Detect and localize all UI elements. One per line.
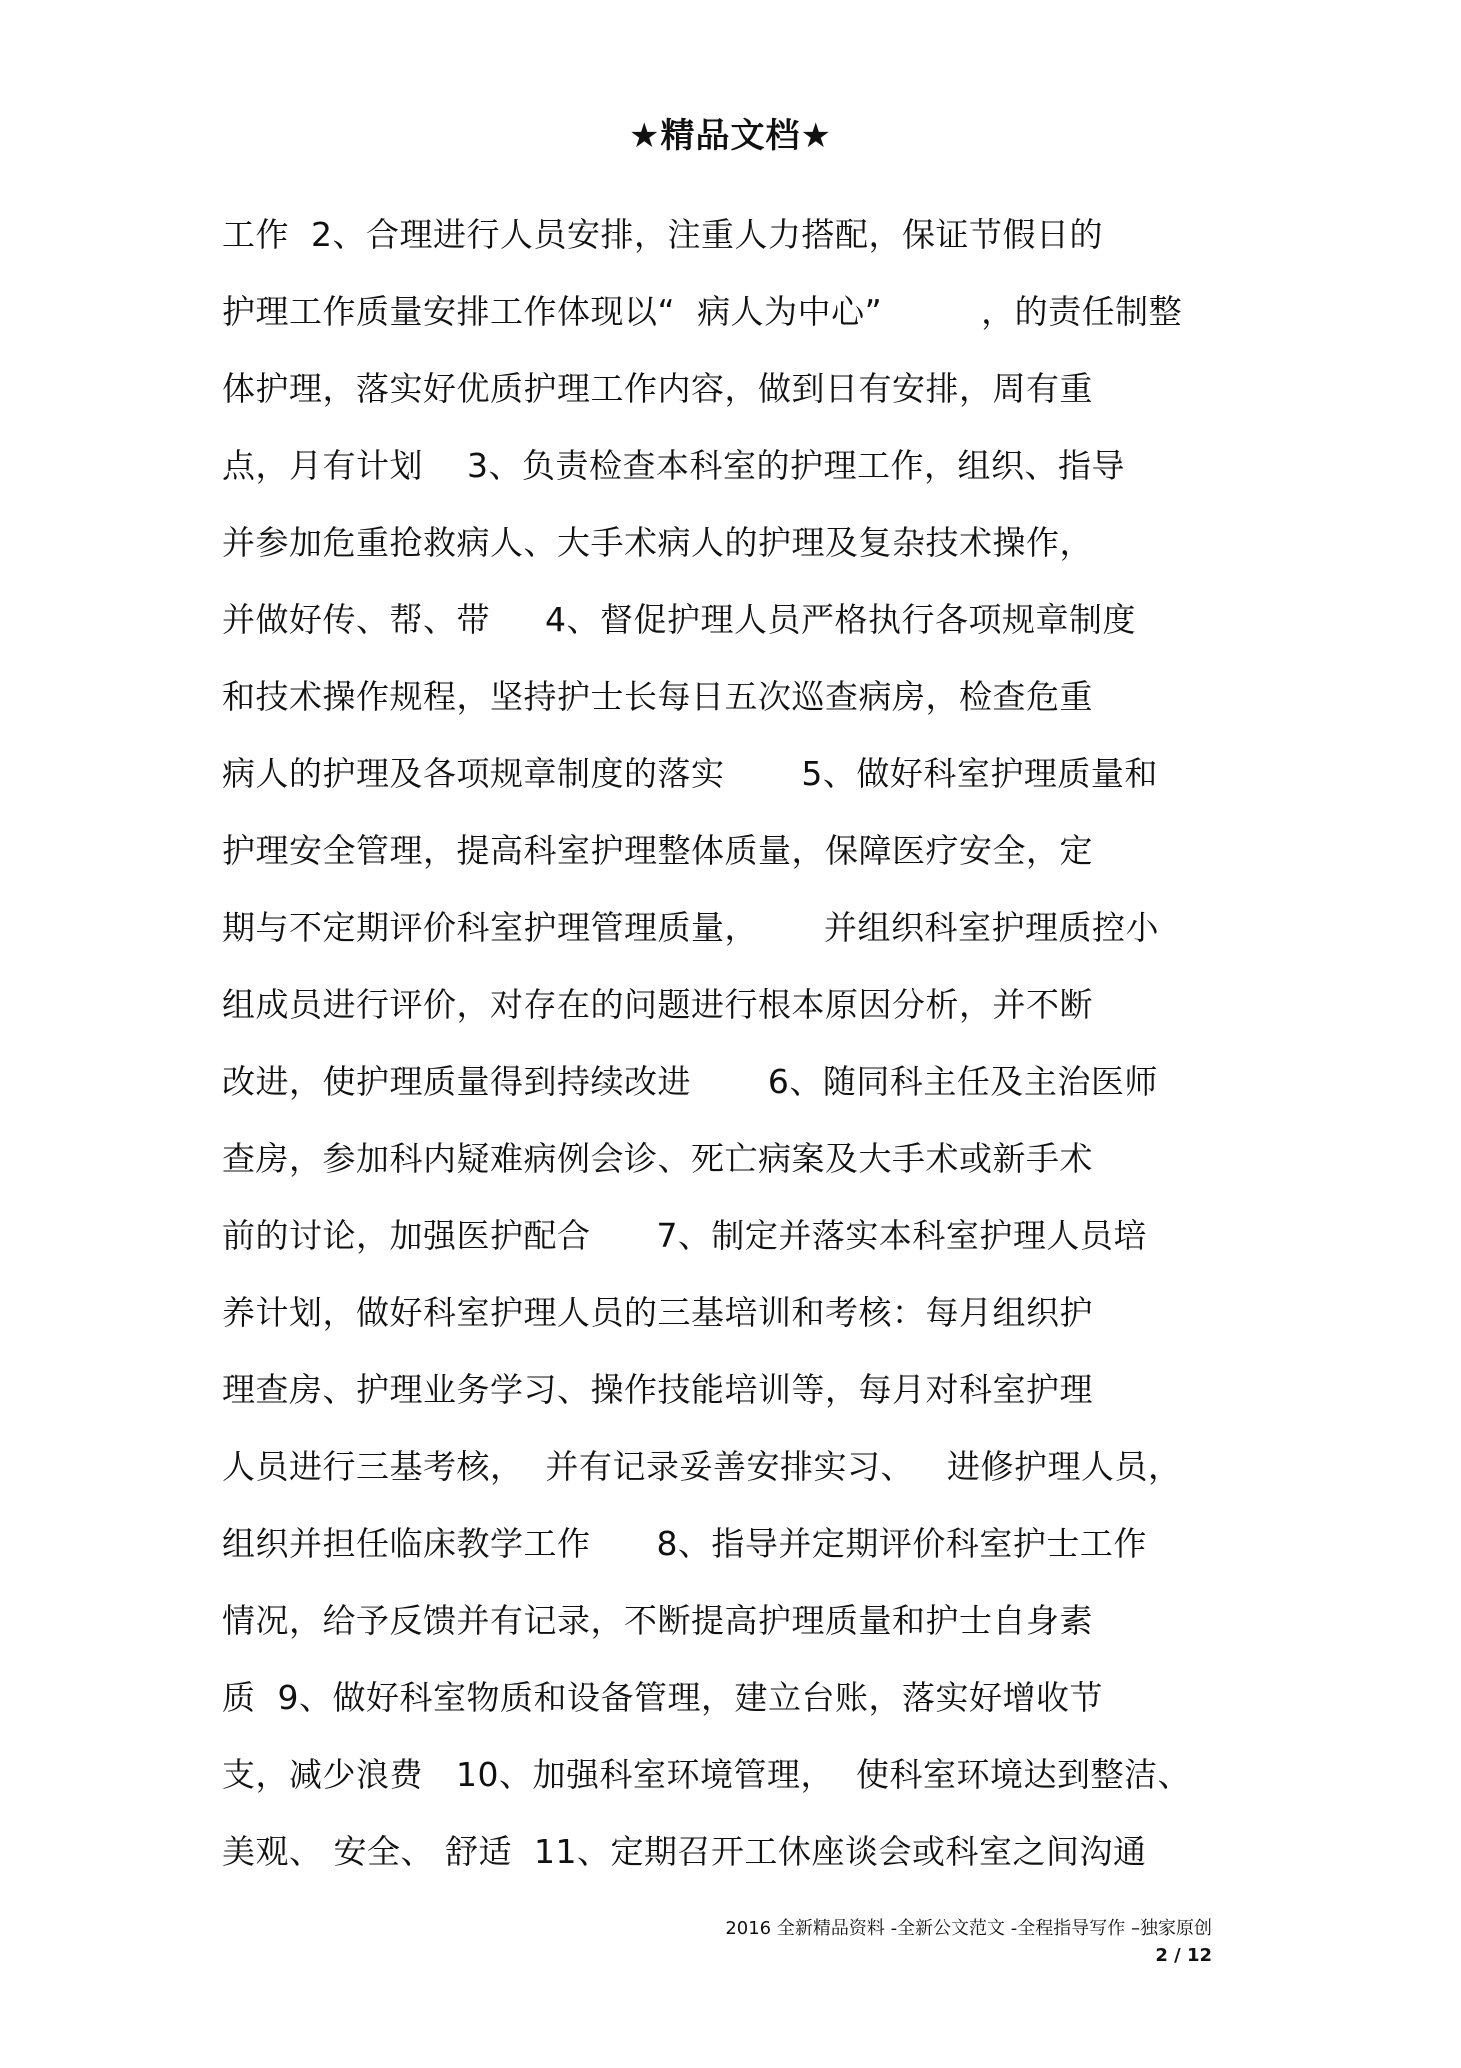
text-line: 人员进行三基考核， 并有记录妥善安排实习、 进修护理人员， bbox=[222, 1447, 1182, 1486]
text-line: 养计划，做好科室护理人员的三基培训和考核：每月组织护 bbox=[222, 1293, 1093, 1332]
text-line: 护理工作质量安排工作体现以“ 病人为中心” ，的责任制整 bbox=[222, 292, 1183, 331]
text-line: 期与不定期评价科室护理管理质量， 并组织科室护理质控小 bbox=[222, 908, 1159, 947]
text-line: 组成员进行评价，对存在的问题进行根本原因分析，并不断 bbox=[222, 985, 1093, 1024]
text-line: 工作 2、合理进行人员安排，注重人力搭配，保证节假日的 bbox=[222, 215, 1103, 254]
text-line: 美观、 安全、 舒适 11、定期召开工休座谈会或科室之间沟通 bbox=[222, 1832, 1147, 1871]
page-footer: 2016 全新精品资料 -全新公文范文 -全程指导写作 –独家原创 bbox=[725, 1918, 1212, 1939]
text-line: 改进，使护理质量得到持续改进 6、随同科主任及主治医师 bbox=[222, 1062, 1158, 1101]
text-line: 情况，给予反馈并有记录，不断提高护理质量和护士自身素 bbox=[222, 1601, 1093, 1640]
document-body bbox=[222, 196, 1252, 1890]
text-line: 并做好传、帮、带 4、督促护理人员严格执行各项规章制度 bbox=[222, 600, 1136, 639]
text-line: 点，月有计划 3、负责检查本科室的护理工作，组织、指导 bbox=[222, 446, 1125, 485]
text-line: 和技术操作规程，坚持护士长每日五次巡查病房，检查危重 bbox=[222, 677, 1093, 716]
text-line: 并参加危重抢救病人、大手术病人的护理及复杂技术操作， bbox=[222, 523, 1093, 562]
text-line: 支，减少浪费 10、加强科室环境管理， 使科室环境达到整洁、 bbox=[222, 1755, 1191, 1794]
text-line: 质 9、做好科室物质和设备管理，建立台账，落实好增收节 bbox=[222, 1678, 1103, 1717]
text-line: 组织并担任临床教学工作 8、指导并定期评价科室护士工作 bbox=[222, 1524, 1147, 1563]
text-line: 前的讨论，加强医护配合 7、制定并落实本科室护理人员培 bbox=[222, 1216, 1147, 1255]
text-line: 查房，参加科内疑难病例会诊、死亡病案及大手术或新手术 bbox=[222, 1139, 1093, 1178]
text-line: 护理安全管理，提高科室护理整体质量，保障医疗安全，定 bbox=[222, 831, 1093, 870]
page-title: ★精品文档★ bbox=[629, 116, 832, 156]
text-line: 体护理，落实好优质护理工作内容，做到日有安排，周有重 bbox=[222, 369, 1093, 408]
page-number: 2 / 12 bbox=[1155, 1945, 1212, 1966]
text-line: 病人的护理及各项规章制度的落实 5、做好科室护理质量和 bbox=[222, 754, 1158, 793]
text-line: 理查房、护理业务学习、操作技能培训等，每月对科室护理 bbox=[222, 1370, 1093, 1409]
